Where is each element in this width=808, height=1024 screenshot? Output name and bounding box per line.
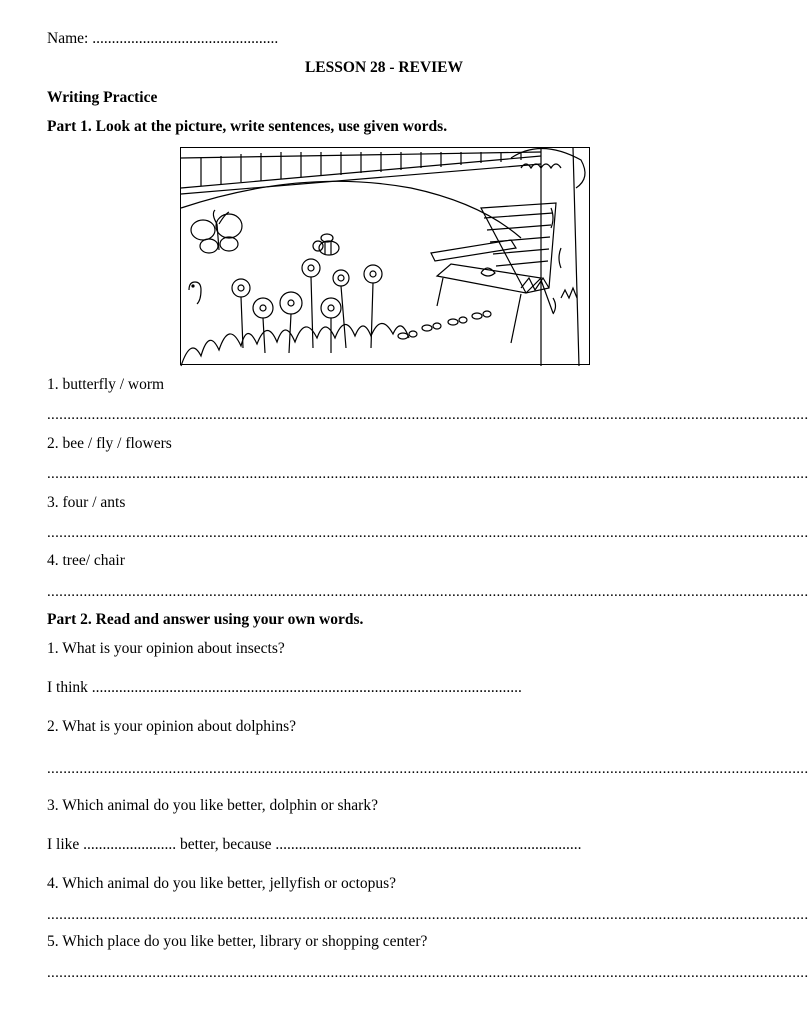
part1-item-2: 2. bee / fly / flowers [47, 435, 172, 452]
answer-line[interactable]: ............................................................................................................................................................................................ [47, 907, 808, 923]
question-3: 3. Which animal do you like better, dolphin or shark? [47, 797, 378, 814]
answer-line[interactable]: ............................................................................................................................................................................................ [47, 584, 808, 600]
worm-icon [189, 282, 201, 304]
answer-line[interactable]: ............................................................................................................................................................................................ [47, 965, 808, 981]
question-2: 2. What is your opinion about dolphins? [47, 718, 296, 735]
part1-item-3: 3. four / ants [47, 494, 126, 511]
ants-icon [398, 311, 491, 339]
section-heading: Writing Practice [47, 89, 158, 106]
question-4: 4. Which animal do you like better, jellyfish or octopus? [47, 875, 397, 892]
bee-icon [313, 234, 339, 255]
name-field[interactable]: Name: ................................................ [47, 30, 279, 47]
page-title: LESSON 28 - REVIEW [304, 59, 464, 76]
tree-icon [511, 148, 585, 366]
chair-icon [431, 203, 556, 343]
answer-line[interactable]: ............................................................................................................................................................................................ [47, 525, 808, 541]
question-5: 5. Which place do you like better, library or shopping center? [47, 933, 428, 950]
part1-item-1: 1. butterfly / worm [47, 376, 165, 393]
fence-icon [181, 152, 541, 194]
garden-illustration [180, 147, 590, 365]
answer-line[interactable]: ............................................................................................................................................................................................ [47, 407, 808, 423]
part2-heading: Part 2. Read and answer using your own words. [47, 611, 364, 628]
answer-line[interactable]: ............................................................................................................................................................................................ [47, 761, 808, 777]
question-1: 1. What is your opinion about insects? [47, 640, 285, 657]
flowers-icon [181, 259, 409, 366]
part1-item-4: 4. tree/ chair [47, 552, 125, 569]
part1-heading: Part 1. Look at the picture, write sentences, use given words. [47, 118, 448, 135]
answer-line[interactable]: ............................................................................................................................................................................................ [47, 466, 808, 482]
butterfly-icon [191, 210, 242, 253]
answer-3-line[interactable]: I like ........................ better, because ............................................................................... [47, 836, 582, 853]
answer-1-line[interactable]: I think ............................................................................................................... [47, 679, 522, 696]
